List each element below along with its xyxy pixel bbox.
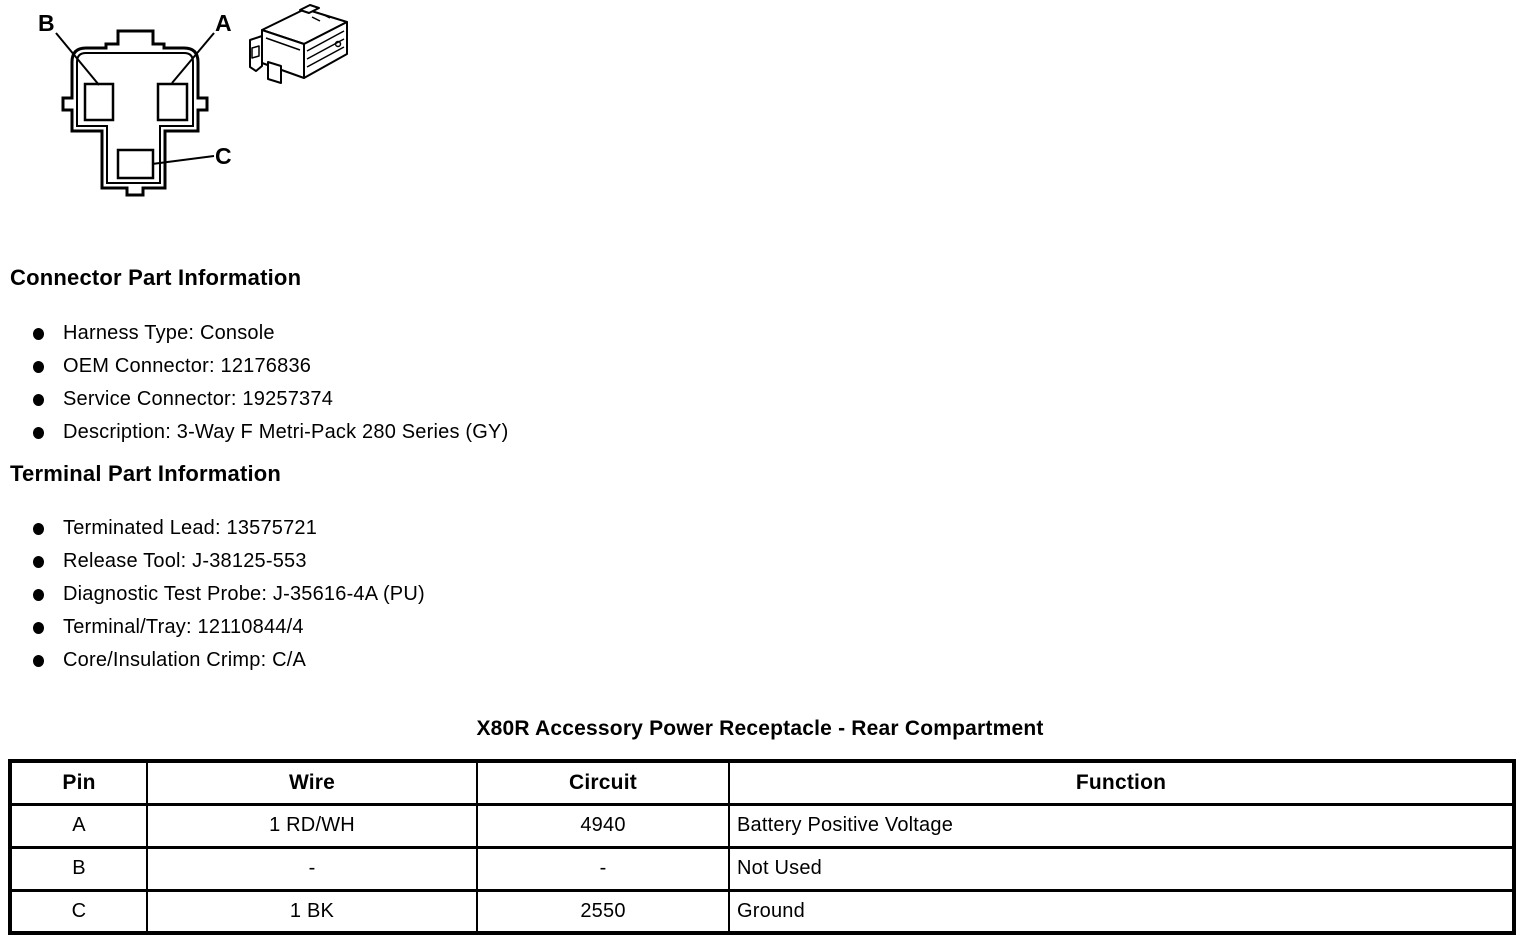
column-header-circuit: Circuit (477, 761, 729, 804)
column-header-function: Function (729, 761, 1514, 804)
circuit-cell: 2550 (477, 890, 729, 933)
list-item (33, 578, 425, 611)
bullet-icon (33, 394, 44, 406)
list-item (33, 350, 508, 383)
column-header-wire: Wire (147, 761, 477, 804)
list-item-text: Description: 3-Way F Metri-Pack 280 Series (GY) (63, 421, 509, 443)
table-row (10, 847, 1514, 890)
bullet-icon (33, 328, 44, 340)
pin-table-title: X80R Accessory Power Receptacle - Rear Compartment (476, 717, 1044, 740)
pin-cell: C (10, 890, 147, 933)
terminal-part-info-heading: Terminal Part Information (10, 461, 282, 486)
connector-part-info-heading: Connector Part Information (10, 265, 302, 290)
list-item-text: Service Connector: 19257374 (63, 388, 334, 410)
face-outline-inner (77, 53, 193, 183)
pin-cavity-a (158, 84, 187, 120)
pin-cell: B (10, 847, 147, 890)
bullet-icon (33, 361, 44, 373)
list-item-text: Terminated Lead: 13575721 (63, 517, 318, 539)
list-item (33, 416, 508, 449)
leader-line-c (152, 156, 214, 164)
table-header-row (10, 761, 1514, 804)
list-item (33, 644, 425, 677)
list-item (33, 611, 425, 644)
circuit-cell: - (477, 847, 729, 890)
wire-cell: - (147, 847, 477, 890)
list-item-text: OEM Connector: 12176836 (63, 355, 312, 377)
bullet-icon (33, 556, 44, 568)
list-item (33, 545, 425, 578)
terminal-part-info-list (33, 512, 425, 677)
function-cell: Not Used (729, 847, 1514, 890)
pin-cavity-b (85, 84, 113, 120)
bullet-icon (33, 655, 44, 667)
bullet-icon (33, 523, 44, 535)
table-row (10, 804, 1514, 847)
list-item-text: Release Tool: J-38125-553 (63, 550, 307, 572)
bullet-icon (33, 622, 44, 634)
pin-table (8, 759, 1516, 935)
wire-cell: 1 BK (147, 890, 477, 933)
list-item-text: Harness Type: Console (63, 322, 275, 344)
column-header-pin: Pin (10, 761, 147, 804)
function-cell: Ground (729, 890, 1514, 933)
connector-part-info-list (33, 317, 508, 449)
circuit-cell: 4940 (477, 804, 729, 847)
function-cell: Battery Positive Voltage (729, 804, 1514, 847)
list-item (33, 317, 508, 350)
connector-face-view (38, 10, 232, 195)
pin-label-c: C (215, 143, 232, 169)
pin-label-b: B (38, 10, 55, 36)
list-item-text: Diagnostic Test Probe: J-35616-4A (PU) (63, 583, 425, 605)
pin-cell: A (10, 804, 147, 847)
bullet-icon (33, 427, 44, 439)
list-item (33, 512, 425, 545)
connector-diagram (0, 0, 380, 215)
pin-label-a: A (215, 10, 232, 36)
connector-isometric-view (250, 5, 347, 83)
wire-cell: 1 RD/WH (147, 804, 477, 847)
pin-cavity-c (118, 150, 153, 178)
list-item (33, 383, 508, 416)
list-item-text: Core/Insulation Crimp: C/A (63, 649, 307, 671)
bullet-icon (33, 589, 44, 601)
list-item-text: Terminal/Tray: 12110844/4 (63, 616, 304, 638)
table-row (10, 890, 1514, 933)
